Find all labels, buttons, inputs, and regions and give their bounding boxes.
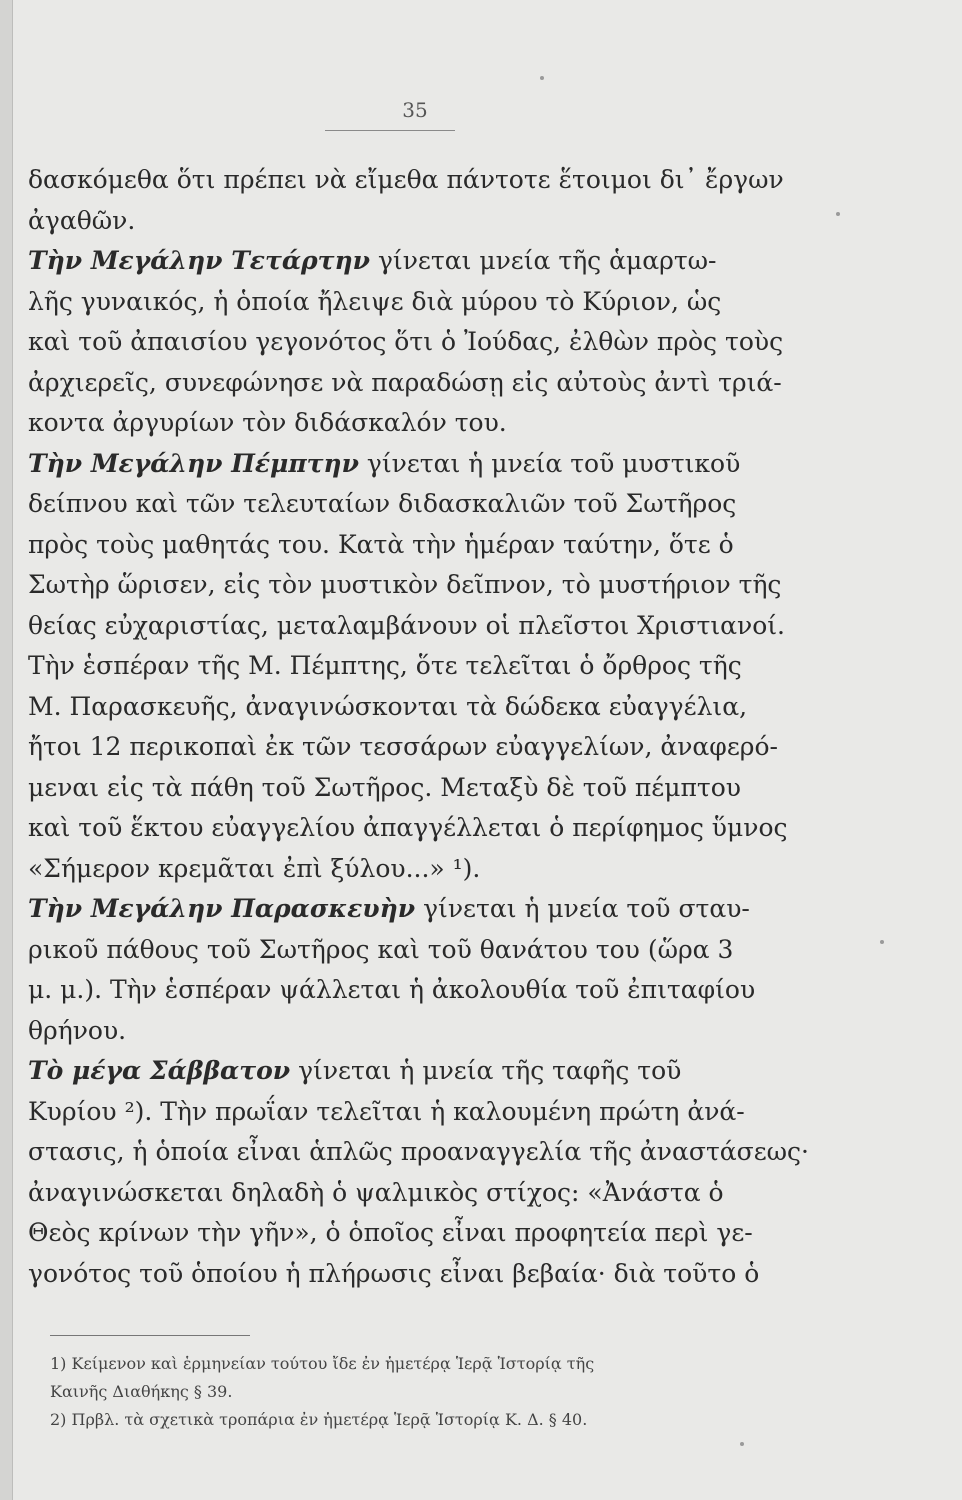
line-text: γίνεται μνεία τῆς ἁμαρτω- [370, 246, 717, 275]
text-line [28, 1092, 828, 1133]
line-text: ἀρχιερεῖς, συνεφώνησε νὰ παραδώσῃ εἰς αὐτοὺς ἀντὶ τριά- [28, 367, 782, 397]
line-text: ἀναγινώσκεται δηλαδὴ ὁ ψαλμικὸς στίχος: «Ἀνάστα ὁ [28, 1177, 724, 1207]
line-text: γίνεται ἡ μνεία τοῦ σταυ- [415, 894, 750, 923]
line-text: δασκόμεθα ὅτι πρέπει νὰ εἴμεθα πάντοτε ἕτοιμοι δι᾽ ἔργων [28, 165, 784, 194]
footnote-line: 1) Κείμενον καὶ ἑρμηνείαν τούτου ἴδε ἐν ἡμετέρᾳ Ἱερᾷ Ἱστορίᾳ τῆς [50, 1354, 595, 1373]
header-rule [325, 130, 455, 131]
line-text: ἀγαθῶν. [28, 205, 136, 235]
text-line [28, 808, 828, 849]
line-text: πρὸς τοὺς μαθητάς του. Κατὰ τὴν ἡμέραν ταύτην, ὅτε ὁ [28, 529, 734, 559]
text-line [28, 1011, 828, 1052]
text-line [28, 160, 828, 201]
footnote-rule [50, 1335, 250, 1336]
text-line [28, 241, 828, 282]
text-line [28, 1254, 828, 1295]
line-text: Κυρίου ²). Τὴν πρωΐαν τελεῖται ἡ καλουμένη πρώτη ἀνά- [28, 1096, 745, 1126]
page-spine-edge [0, 0, 13, 1500]
text-line [28, 363, 828, 404]
day-heading: Τὸ μέγα Σάββατον [28, 1056, 291, 1085]
text-line [28, 322, 828, 363]
text-line [28, 606, 828, 647]
line-text: «Σήμερον κρεμᾶται ἐπὶ ξύλου...» ¹). [28, 853, 481, 883]
day-heading: Τὴν Μεγάλην Τετάρτην [28, 246, 371, 275]
paper-speck [540, 76, 544, 80]
text-line [28, 889, 828, 930]
text-line [28, 282, 828, 323]
text-line [28, 849, 828, 890]
footnote-lines [50, 1350, 830, 1434]
line-text: γονότος τοῦ ὁποίου ἡ πλήρωσις εἶναι βεβαία· διὰ τοῦτο ὁ [28, 1258, 760, 1288]
text-line [28, 484, 828, 525]
paper-speck [880, 940, 884, 944]
line-text: θείας εὐχαριστίας, μεταλαμβάνουν οἱ πλεῖστοι Χριστιανοί. [28, 610, 786, 640]
text-line [28, 687, 828, 728]
footnotes [50, 1335, 830, 1434]
line-text: Θεὸς κρίνων τὴν γῆν», ὁ ὁποῖος εἶναι προφητεία περὶ γε- [28, 1218, 753, 1247]
line-text: Τὴν ἑσπέραν τῆς Μ. Πέμπτης, ὅτε τελεῖται ὁ ὄρθρος τῆς [28, 651, 742, 680]
paper-speck [836, 212, 840, 216]
text-line [28, 1213, 828, 1254]
text-line [28, 768, 828, 809]
text-line [28, 444, 828, 485]
line-text: καὶ τοῦ ἀπαισίου γεγονότος ὅτι ὁ Ἰούδας, ἐλθὼν πρὸς τοὺς [28, 327, 784, 356]
text-line [28, 403, 828, 444]
line-text: λῆς γυναικός, ἡ ὁποία ἤλειψε διὰ μύρου τὸ Κύριον, ὡς [28, 286, 722, 316]
line-text: δείπνου καὶ τῶν τελευταίων διδασκαλιῶν τοῦ Σωτῆρος [28, 489, 737, 518]
line-text: καὶ τοῦ ἕκτου εὐαγγελίου ἀπαγγέλλεται ὁ περίφημος ὕμνος [28, 813, 788, 842]
text-line [28, 930, 828, 971]
text-line [28, 646, 828, 687]
paper-speck [740, 1442, 744, 1446]
line-text: μεναι εἰς τὰ πάθη τοῦ Σωτῆρος. Μεταξὺ δὲ τοῦ πέμπτου [28, 772, 741, 802]
day-heading: Τὴν Μεγάλην Πέμπτην [28, 448, 359, 478]
text-line [28, 1051, 828, 1092]
line-text: Σωτὴρ ὥρισεν, εἰς τὸν μυστικὸν δεῖπνον, τὸ μυστήριον τῆς [28, 570, 782, 599]
text-line [28, 201, 828, 242]
footnote-line: 2) Πρβλ. τὰ σχετικὰ τροπάρια ἐν ἡμετέρᾳ Ἱερᾷ Ἱστορίᾳ Κ. Δ. § 40. [50, 1410, 588, 1429]
line-text: ρικοῦ πάθους τοῦ Σωτῆρος καὶ τοῦ θανάτου του (ὥρα 3 [28, 934, 734, 964]
line-text: γίνεται ἡ μνεία τῆς ταφῆς τοῦ [290, 1056, 682, 1085]
footnote-line: Καινῆς Διαθήκης § 39. [50, 1382, 233, 1401]
line-text: μ. μ.). Τὴν ἑσπέραν ψάλλεται ἡ ἀκολουθία τοῦ ἐπιταφίου [28, 975, 756, 1004]
line-text: στασις, ἡ ὁποία εἶναι ἁπλῶς προαναγγελία τῆς ἀναστάσεως· [28, 1137, 810, 1166]
text-line [28, 565, 828, 606]
text-line [28, 727, 828, 768]
text-line [28, 525, 828, 566]
text-line [28, 970, 828, 1011]
text-line [28, 1173, 828, 1214]
body-text [28, 160, 828, 1294]
line-text: γίνεται ἡ μνεία τοῦ μυστικοῦ [358, 448, 741, 478]
line-text: Μ. Παρασκευῆς, ἀναγινώσκονται τὰ δώδεκα εὐαγγέλια, [28, 691, 748, 721]
day-heading: Τὴν Μεγάλην Παρασκευὴν [28, 894, 416, 923]
page-number: 35 [402, 98, 428, 122]
line-text: ἤτοι 12 περικοπαὶ ἐκ τῶν τεσσάρων εὐαγγελίων, ἀναφερό- [28, 732, 778, 761]
text-line [28, 1132, 828, 1173]
line-text: κοντα ἀργυρίων τὸν διδάσκαλόν του. [28, 408, 507, 437]
line-text: θρήνου. [28, 1015, 127, 1045]
